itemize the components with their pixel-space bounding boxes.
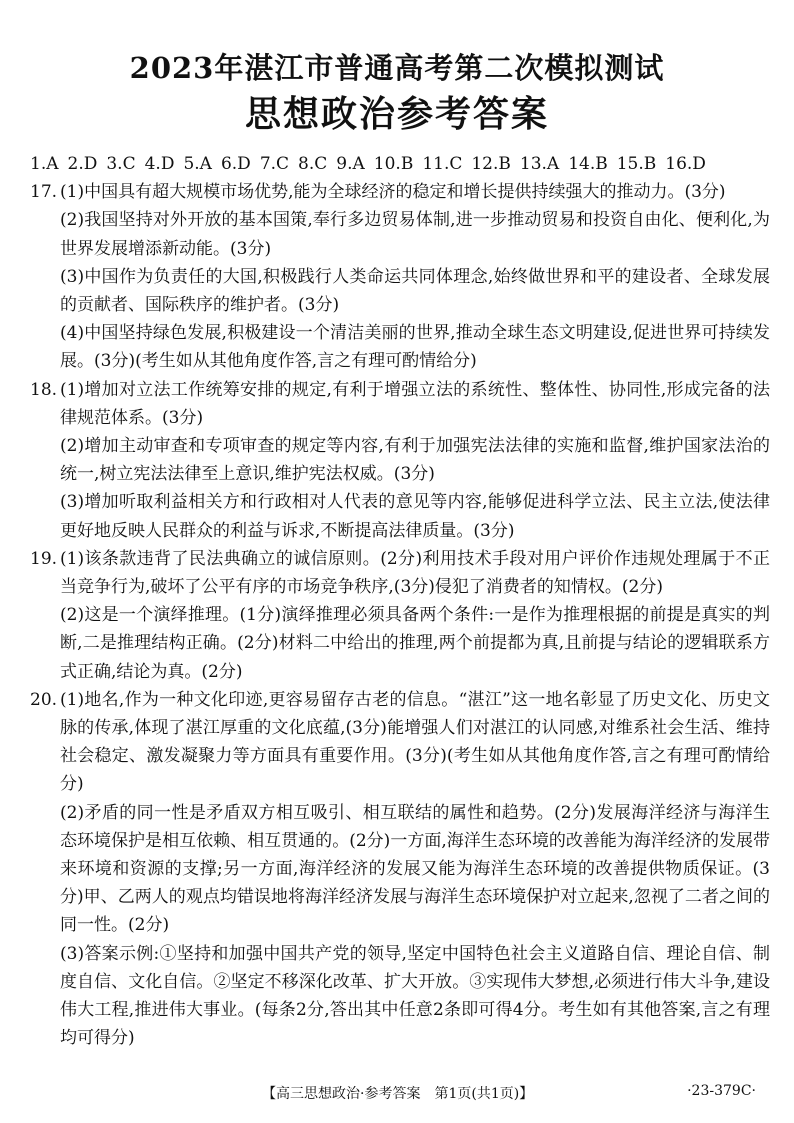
question-19 (30, 545, 770, 686)
choice-answer: 5.A (183, 154, 212, 174)
choice-answer: 3.C (106, 154, 136, 174)
answer-body (30, 150, 770, 1053)
question-number: 17. (30, 182, 58, 203)
choice-answers (30, 150, 770, 178)
answer-paragraph: (3)增加听取利益相关方和行政相对人代表的意见等内容,能够促进科学立法、民主立法,使法律更好地反映人民群众的利益与诉求,不断提高法律质量。(3分) (60, 492, 770, 541)
question-number: 20. (30, 689, 58, 710)
choice-answer: 7.C (259, 154, 290, 174)
answer-paragraph: (3)答案示例:①坚持和加强中国共产党的领导,坚定中国特色社会主义道路自信、理论自信、制度自信、文化自信。②坚定不移深化改革、扩大开放。③实现伟大梦想,必须进行伟大斗争,建设伟大工程,推进伟大事业。(每条2分,答出其中任意2条即可得4分。考生如有其他答案,言之有理均可得分) (60, 943, 770, 1049)
choice-answer: 14.B (568, 154, 608, 174)
answer-paragraph: (4)中国坚持绿色发展,积极建设一个清洁美丽的世界,推动全球生态文明建设,促进世界可持续发展。(3分)(考生如从其他角度作答,言之有理可酌情给分) (60, 323, 770, 372)
choice-answer: 1.A (30, 154, 59, 174)
answer-paragraph: (1)地名,作为一种文化印迹,更容易留存古老的信息。“湛江”这一地名彰显了历史文化、历史文脉的传承,体现了湛江厚重的文化底蕴,(3分)能增强人们对湛江的认同感,对维系社会生活、维持社会稳定、激发凝聚力等方面具有重要作用。(3分)(考生如从其他角度作答,言之有理可酌情给分) (60, 689, 770, 795)
document-title: 思想政治参考答案 (244, 93, 549, 135)
choice-answer: 2.D (67, 154, 98, 174)
choice-answer: 15.B (616, 154, 657, 174)
footer-doc-code: ·23-379C· (687, 1083, 756, 1099)
choice-answer: 10.B (373, 154, 414, 174)
footer-page-info: 【高三思想政治·参考答案 第1页(共1页)】 (262, 1086, 534, 1102)
question-number: 19. (30, 548, 58, 569)
answer-paragraph: (2)矛盾的同一性是矛盾双方相互吸引、相互联结的属性和趋势。(2分)发展海洋经济与海洋生态环境保护是相互依赖、相互贯通的。(2分)一方面,海洋生态环境的改善能为海洋经济的发展带来环境和资源的支撑;另一方面,海洋经济的发展又能为海洋生态环境的改善提供物质保证。(3分)甲、乙两人的观点均错误地将海洋经济发展与海洋生态环境保护对立起来,忽视了二者之间的同一性。(2分) (60, 802, 770, 936)
answer-paragraph: (1)该条款违背了民法典确立的诚信原则。(2分)利用技术手段对用户评价作违规处理属于不正当竞争行为,破坏了公平有序的市场竞争秩序,(3分)侵犯了消费者的知情权。(2分) (60, 548, 770, 598)
answer-paragraph: (3)中国作为负责任的大国,积极践行人类命运共同体理念,始终做世界和平的建设者、全球发展的贡献者、国际秩序的维护者。(3分) (60, 266, 770, 316)
question-17 (30, 178, 770, 375)
choice-answer: 11.C (422, 154, 463, 174)
question-number: 18. (30, 379, 58, 400)
choice-answer: 13.A (519, 154, 560, 174)
choice-answer: 4.D (144, 154, 175, 174)
choice-answer: 6.D (220, 154, 251, 174)
question-18 (30, 376, 770, 545)
choice-answer: 9.A (336, 154, 365, 174)
answer-paragraph: (1)增加对立法工作统筹安排的规定,有利于增强立法的系统性、整体性、协同性,形成完备的法律规范体系。(3分) (60, 379, 770, 428)
choice-answer: 12.B (471, 154, 511, 174)
exam-title: 2023年湛江市普通高考第二次模拟测试 (129, 51, 665, 85)
choice-answer: 8.C (298, 154, 328, 174)
choice-answer: 16.D (665, 154, 706, 174)
answer-paragraph: (2)这是一个演绎推理。(1分)演绎推理必须具备两个条件:一是作为推理根据的前提是真实的判断,二是推理结构正确。(2分)材料二中给出的推理,两个前提都为真,且前提与结论的逻辑联系方式正确,结论为真。(2分) (60, 605, 770, 682)
answer-paragraph: (1)中国具有超大规模市场优势,能为全球经济的稳定和增长提供持续强大的推动力。(3分) (60, 182, 726, 203)
answer-paragraph: (2)增加主动审查和专项审查的规定等内容,有利于加强宪法法律的实施和监督,维护国家法治的统一,树立宪法法律至上意识,维护宪法权威。(3分) (60, 436, 770, 485)
answer-paragraph: (2)我国坚持对外开放的基本国策,奉行多边贸易体制,进一步推动贸易和投资自由化、便利化,为世界发展增添新动能。(3分) (60, 210, 770, 259)
question-20 (30, 686, 770, 1053)
